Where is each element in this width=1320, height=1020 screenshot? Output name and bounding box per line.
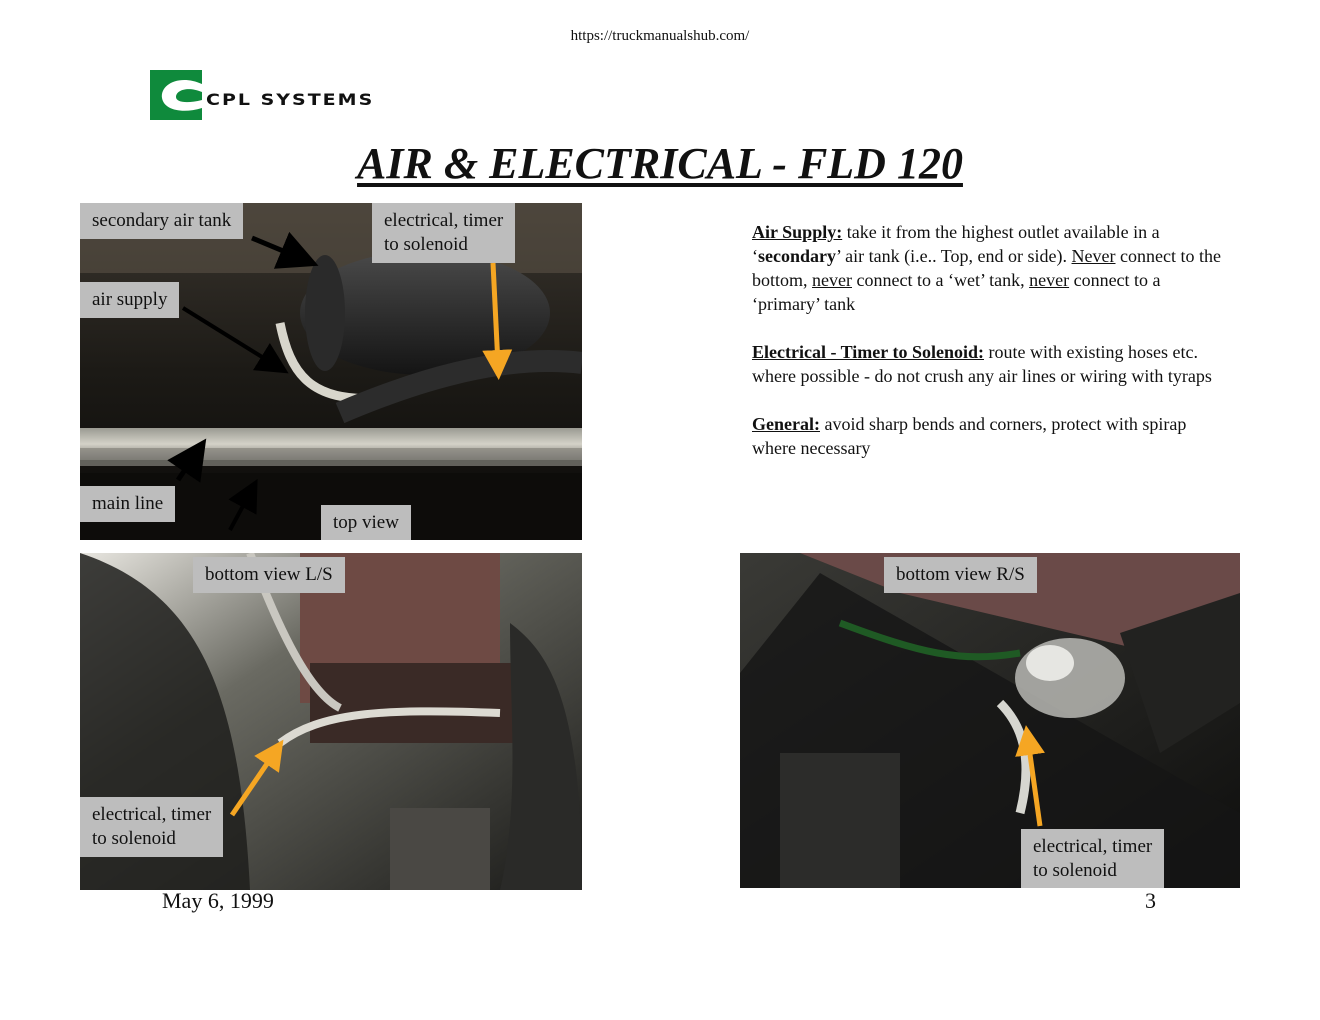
label-air-supply: air supply	[80, 282, 179, 318]
photo-top-view	[80, 203, 582, 540]
note-air-supply	[752, 220, 1222, 316]
note-text: connect to a ‘wet’ tank,	[852, 270, 1030, 290]
note-emphasis: never	[812, 270, 852, 290]
note-heading: General:	[752, 414, 820, 434]
note-bold: secondary	[758, 246, 836, 266]
page-number: 3	[1145, 888, 1156, 913]
note-text: connect to a ‘primary’ tank	[752, 270, 1161, 314]
footer-date: May 6, 1999	[162, 888, 274, 913]
note-heading: Air Supply:	[752, 222, 843, 242]
logo-text: CPL SYSTEMS	[206, 90, 375, 110]
photo-bottom-view-rs	[740, 553, 1240, 888]
photo-bottom-view-ls	[80, 553, 582, 890]
note-text: route with existing hoses etc. where possible - do not crush any air lines or wiring with tyraps	[752, 342, 1212, 386]
label-secondary-air-tank: secondary air tank	[80, 203, 243, 239]
page-title: AIR & ELECTRICAL - FLD 120	[357, 139, 963, 188]
note-general	[752, 412, 1222, 460]
label-line: electrical, timer	[384, 210, 504, 231]
label-bottom-view-ls: bottom view L/S	[193, 557, 345, 593]
label-electrical-timer-rs	[1021, 829, 1164, 888]
logo-mark-icon	[150, 70, 202, 120]
note-emphasis: never	[1029, 270, 1070, 290]
note-text: avoid sharp bends and corners, protect with spirap where necessary	[752, 414, 1187, 458]
note-heading: Electrical - Timer to Solenoid:	[752, 342, 984, 362]
label-line: to solenoid	[92, 828, 176, 849]
label-top-view: top view	[321, 505, 411, 540]
note-electrical	[752, 340, 1222, 388]
label-electrical-timer-top	[372, 203, 515, 263]
note-text: take it from the highest outlet available in a ‘	[752, 222, 1160, 266]
label-line: electrical, timer	[92, 804, 212, 825]
source-url: https://truckmanualshub.com/	[570, 28, 750, 44]
note-emphasis: Never	[1071, 246, 1116, 266]
label-main-line: main line	[80, 486, 175, 522]
company-logo	[150, 70, 374, 120]
label-electrical-timer-ls	[80, 797, 223, 857]
label-line: to solenoid	[384, 234, 468, 255]
label-line: electrical, timer	[1033, 836, 1153, 857]
label-line: to solenoid	[1033, 860, 1117, 881]
installation-notes	[752, 220, 1222, 484]
note-text: ’ air tank (i.e.. Top, end or side).	[836, 246, 1072, 266]
label-bottom-view-rs: bottom view R/S	[884, 557, 1037, 593]
note-text: connect to the bottom,	[752, 246, 1221, 290]
